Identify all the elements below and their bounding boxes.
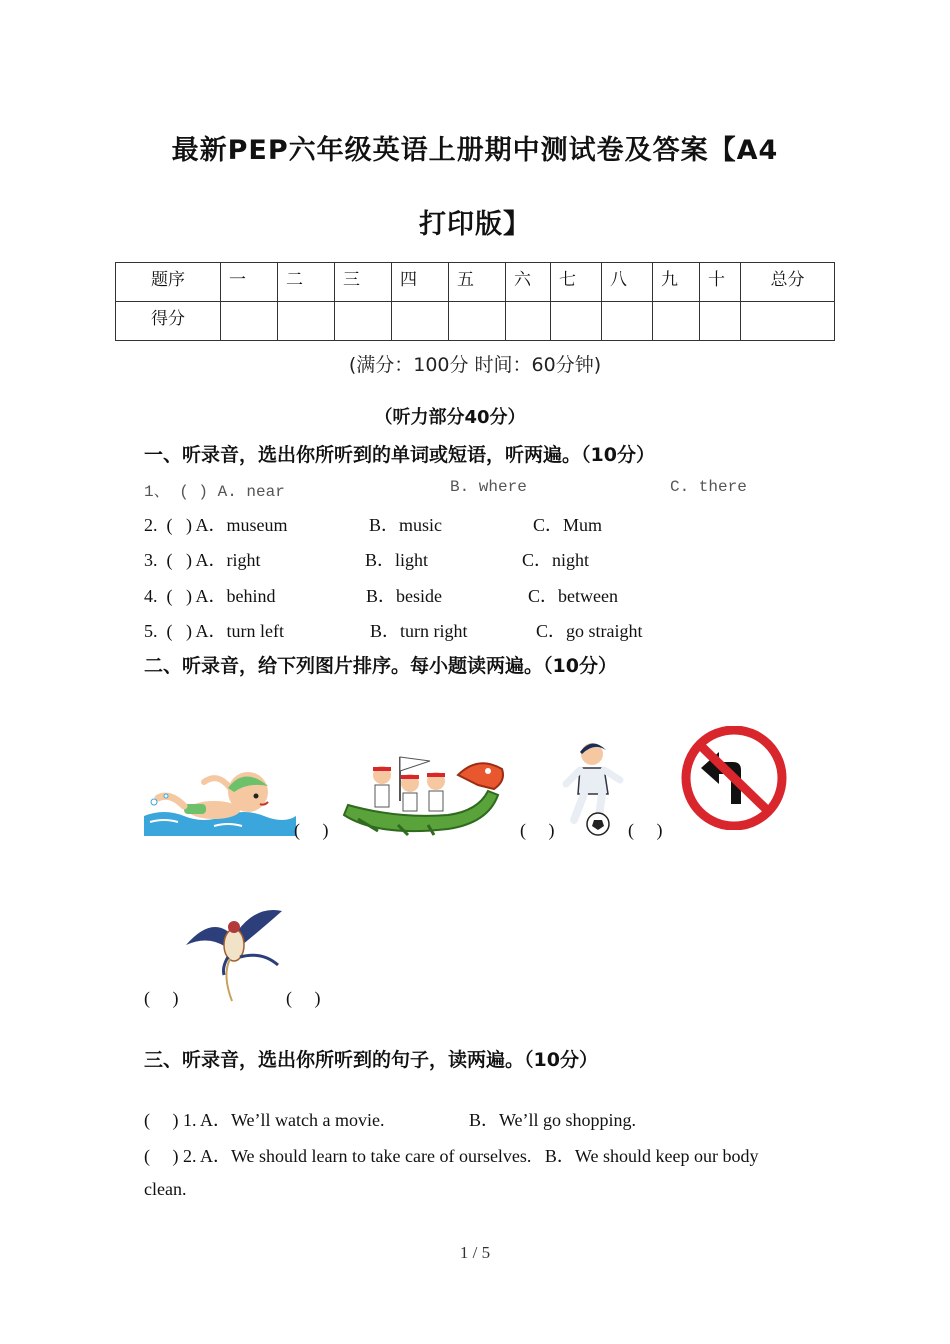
page-title-line1: 最新PEP六年级英语上册期中测试卷及答案【A4: [171, 135, 779, 166]
question-5-option-c: C．go straight: [536, 621, 643, 641]
question-2-option-c: C．Mum: [533, 515, 603, 535]
score-row-label: 得分: [116, 302, 221, 341]
score-table-header-row: [116, 263, 835, 302]
swallow-kite-image: [182, 905, 286, 1005]
question-4-option-b: B．beside: [366, 586, 442, 606]
score-cell[interactable]: [449, 302, 506, 341]
question-4-option-c: C．between: [528, 586, 618, 606]
score-cell[interactable]: [221, 302, 278, 341]
score-cell[interactable]: [700, 302, 741, 341]
listening-part-label: （听力部分40分）: [374, 407, 526, 428]
score-cell[interactable]: [335, 302, 392, 341]
question-2-option-b: B．music: [369, 515, 443, 535]
question-1-stem: 1、 ( ) A. near: [144, 483, 285, 501]
question-5-stem: 5. ( ) A．turn left: [144, 621, 284, 641]
section1-heading: 一、听录音，选出你所听到的单词或短语，听两遍。（10分）: [144, 444, 655, 466]
sentence-question-2-continued: clean.: [144, 1179, 187, 1199]
score-cell[interactable]: [551, 302, 602, 341]
question-4-stem: 4. ( ) A．behind: [144, 586, 276, 606]
picture-1-answer-blank[interactable]: ( ): [294, 820, 329, 840]
sentence-question-1-option-a: ( ) 1. A．We’ll watch a movie.: [144, 1110, 385, 1130]
question-1-option-b: B. where: [450, 478, 527, 496]
score-header-cell: 总分: [741, 263, 835, 302]
section2-heading: 二、听录音，给下列图片排序。每小题读两遍。（10分）: [144, 655, 617, 677]
score-header-cell: 十: [700, 263, 741, 302]
sentence-question-1-option-b: B．We’ll go shopping.: [469, 1110, 637, 1130]
exam-info: (满分：100分 时间：60分钟): [348, 354, 602, 376]
score-table-score-row: [116, 302, 835, 341]
page-number: 1 / 5: [459, 1243, 491, 1262]
soccer-player-image: [558, 740, 626, 838]
score-header-cell: 九: [653, 263, 700, 302]
score-cell[interactable]: [741, 302, 835, 341]
score-cell[interactable]: [506, 302, 551, 341]
score-header-cell: 五: [449, 263, 506, 302]
score-header-cell: 三: [335, 263, 392, 302]
score-header-cell: 六: [506, 263, 551, 302]
score-cell[interactable]: [392, 302, 449, 341]
no-left-turn-sign-image: [681, 726, 787, 830]
score-table: [115, 262, 835, 341]
score-header-cell: 二: [278, 263, 335, 302]
swimming-boy-image: [144, 758, 296, 838]
sentence-question-2: ( ) 2. A．We should learn to take care of ourselves. B．We should keep our body: [144, 1146, 759, 1166]
question-3-option-c: C．night: [522, 550, 590, 570]
score-header-cell: 七: [551, 263, 602, 302]
section3-heading: 三、听录音，选出你所听到的句子，读两遍。（10分）: [144, 1049, 598, 1071]
dragon-boat-image: [338, 745, 508, 837]
question-1-option-c: C. there: [670, 478, 747, 496]
score-cell[interactable]: [653, 302, 700, 341]
page-title-line2: 打印版】: [419, 209, 531, 240]
question-2-stem: 2. ( ) A．museum: [144, 515, 288, 535]
score-cell[interactable]: [278, 302, 335, 341]
picture-3-answer-blank[interactable]: ( ): [628, 820, 663, 840]
score-header-cell: 一: [221, 263, 278, 302]
picture-5-answer-blank[interactable]: ( ): [286, 988, 321, 1008]
score-header-cell: 八: [602, 263, 653, 302]
question-3-option-b: B．light: [365, 550, 429, 570]
picture-2-answer-blank[interactable]: ( ): [520, 820, 555, 840]
question-3-stem: 3. ( ) A．right: [144, 550, 261, 570]
question-5-option-b: B．turn right: [370, 621, 468, 641]
score-cell[interactable]: [602, 302, 653, 341]
score-header-cell: 题序: [116, 263, 221, 302]
score-header-cell: 四: [392, 263, 449, 302]
picture-4-answer-blank[interactable]: ( ): [144, 988, 179, 1008]
